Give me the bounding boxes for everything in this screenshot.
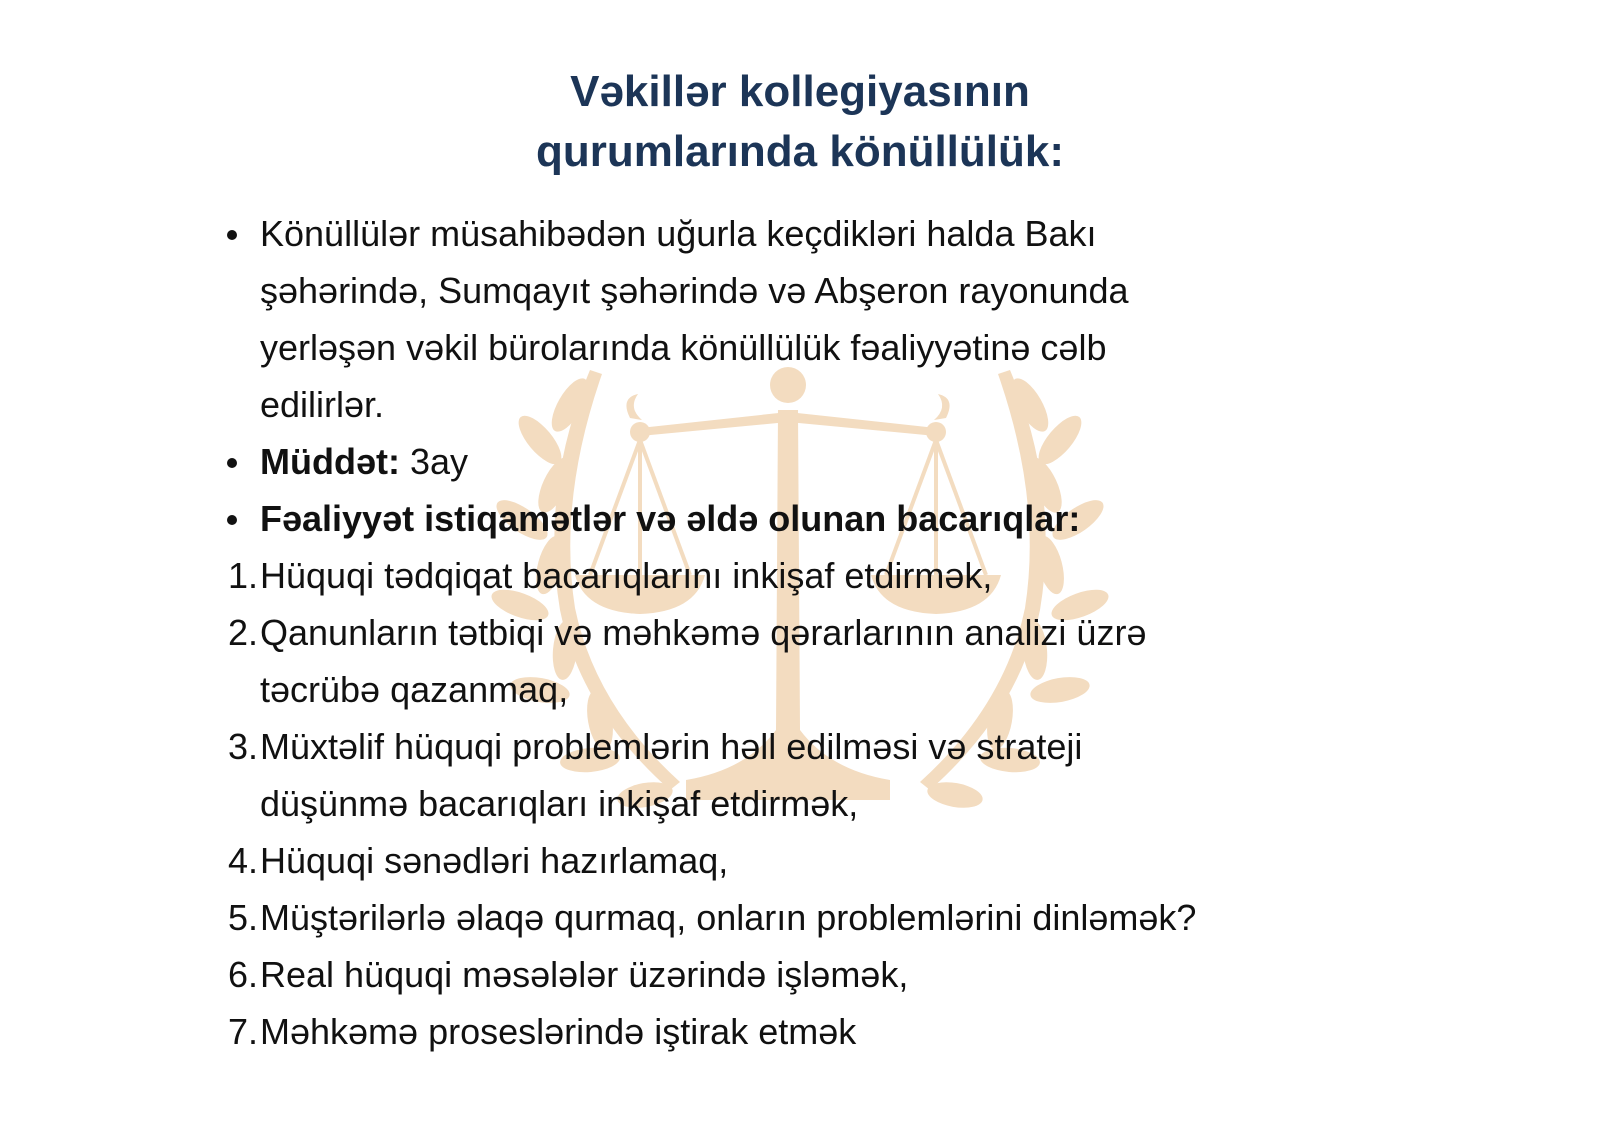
numbered-item (0, 889, 1600, 946)
content-list (0, 205, 1600, 1060)
numbered-item (0, 718, 1600, 832)
bullet-dot (227, 230, 237, 240)
intro-line: edilirlər. (260, 384, 385, 425)
bullet-intro-text (260, 205, 1550, 433)
bullet-dot (227, 458, 237, 468)
duration-label: Müddət: (260, 441, 400, 482)
bullet-dot (227, 515, 237, 525)
item-line: düşünmə bacarıqları inkişaf etdirmək, (260, 783, 859, 824)
numbered-item (0, 946, 1600, 1003)
item-number: 2. (227, 612, 258, 653)
item-text (260, 889, 1550, 946)
item-number: 7. (227, 1011, 258, 1052)
item-text (260, 1003, 1550, 1060)
bullet-duration (0, 433, 1600, 490)
item-number: 3. (227, 726, 258, 767)
item-line: Məhkəmə proseslərində iştirak etmək (260, 1011, 857, 1052)
item-line: Real hüquqi məsələlər üzərində işləmək, (260, 954, 909, 995)
item-number: 4. (227, 840, 258, 881)
item-line: Hüquqi tədqiqat bacarıqlarını inkişaf etdirmək, (260, 555, 993, 596)
item-text (260, 604, 1550, 718)
item-number: 6. (227, 954, 258, 995)
item-line: Müxtəlif hüquqi problemlərin həll edilməsi və strateji (260, 726, 1083, 767)
item-number: 1. (227, 555, 258, 596)
page-title (0, 62, 1600, 182)
item-line: təcrübə qazanmaq, (260, 669, 569, 710)
title-line-1: Vəkillər kollegiyasının (570, 67, 1030, 116)
intro-line: şəhərində, Sumqayıt şəhərində və Abşeron rayonunda (260, 270, 1129, 311)
numbered-item (0, 604, 1600, 718)
duration-value: 3ay (399, 441, 469, 482)
item-text (260, 946, 1550, 1003)
title-line-2: qurumlarında könüllülük: (535, 127, 1065, 176)
item-line: Qanunların tətbiqi və məhkəmə qərarlarının analizi üzrə (260, 612, 1147, 653)
intro-line: yerləşən vəkil bürolarında könüllülük fəaliyyətinə cəlb (260, 327, 1107, 368)
item-line: Hüquqi sənədləri hazırlamaq, (260, 840, 729, 881)
numbered-item (0, 832, 1600, 889)
numbered-item (0, 547, 1600, 604)
item-text (260, 832, 1550, 889)
item-text (260, 547, 1550, 604)
activities-heading: Fəaliyyət istiqamətlər və əldə olunan bacarıqlar: (260, 498, 1081, 539)
intro-line: Könüllülər müsahibədən uğurla keçdikləri halda Bakı (260, 213, 1097, 254)
bullet-duration-text (260, 433, 1550, 490)
bullet-intro (0, 205, 1600, 433)
bullet-activities-heading (0, 490, 1600, 547)
item-text (260, 718, 1550, 832)
item-number: 5. (227, 897, 258, 938)
item-line: Müştərilərlə əlaqə qurmaq, onların problemlərini dinləmək? (260, 897, 1197, 938)
numbered-item (0, 1003, 1600, 1060)
